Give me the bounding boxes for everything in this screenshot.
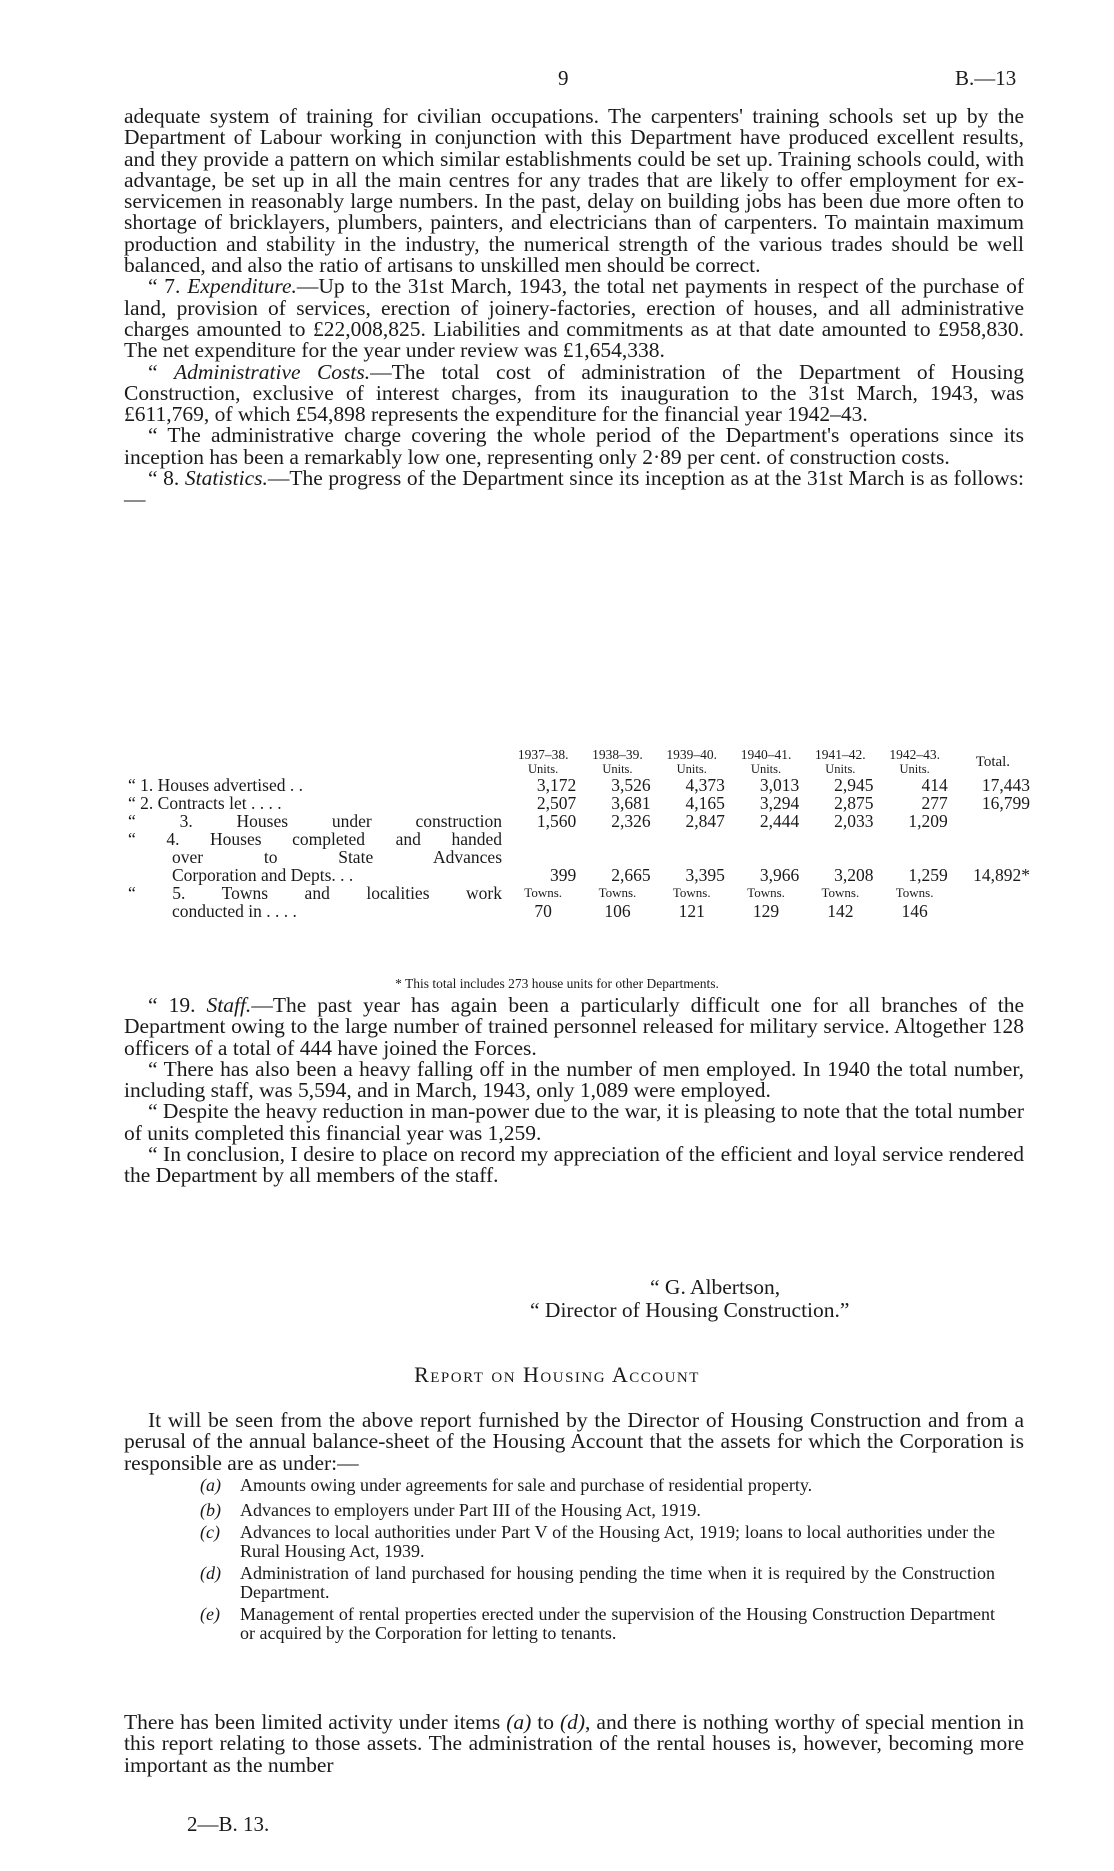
folio-signature: 2—B. 13. — [187, 1812, 270, 1836]
row-label-continued: Corporation and Depts. . . — [172, 865, 354, 885]
table-cell: 2,326 — [611, 811, 651, 831]
paragraph-admin-costs — [124, 359, 1024, 427]
table-cell: 121 — [678, 901, 705, 921]
table-cell: 106 — [604, 901, 631, 921]
table-cell: 3,172 — [536, 775, 577, 795]
table-row — [124, 776, 1034, 794]
towns-label: Towns. — [672, 885, 711, 900]
page-number: 9 — [558, 66, 569, 90]
table-cell-total — [952, 902, 1034, 920]
quote-lead: “ 8. — [148, 466, 185, 491]
table-cell-total: 16,799 — [981, 793, 1030, 813]
table-cell: 4,165 — [685, 793, 725, 813]
table-header-label — [124, 748, 506, 776]
table-footnote: * This total includes 273 house units for other Departments. — [395, 976, 719, 991]
table-row-continued — [124, 866, 1034, 884]
table-cell: 4,373 — [685, 775, 725, 795]
towns-label: Towns. — [821, 885, 860, 900]
column-header-total: Total. — [975, 754, 1011, 770]
table-cell: 1,560 — [536, 811, 577, 831]
paragraph-training: adequate system of training for civilian occupations. The carpenters' training schools set up by the Department of Labour working in conjunction with this Department have produced excellent results, and they provide a pattern on which similar establishments could be set up. Training schools could, with advantage, be set up in all the main centres for any trades that are likely to offer employment for ex-servicemen in reasonably large numbers. In the past, delay on building jobs has been due more often to shortage of bricklayers, plumbers, painters, and electricians than of carpenters. To maintain maximum production and stability in the industry, the numerical strength of the various trades should be well balanced, and also the ratio of artisans to unskilled men should be correct. — [124, 104, 1024, 278]
list-item-text: Advances to employers under Part III of the Housing Act, 1919. — [240, 1499, 701, 1520]
table-cell: 2,507 — [536, 793, 577, 813]
row-label: “ 4. Houses completed and handed — [128, 829, 502, 849]
column-header: 1942–43. Units. — [889, 747, 940, 776]
signature-name: “ G. Albertson, — [650, 1275, 781, 1299]
table-cell-total: 17,443 — [981, 775, 1030, 795]
signature-title: “ Director of Housing Construction.” — [530, 1298, 850, 1322]
table-cell: 2,033 — [834, 811, 874, 831]
closing-text: , and there is nothing worthy of special mention in this report relating to those assets. The administration of the rental houses is, however, becoming more important as the number — [124, 1710, 1025, 1777]
paragraph-admin-charge: “ The administrative charge covering the whole period of the Department's operations since its inception has been a remarkably low one, representing only 2·89 per cent. of construction costs. — [124, 423, 1024, 469]
column-header: 1939–40. Units. — [666, 747, 718, 776]
table-cell: 3,681 — [611, 793, 651, 813]
table-cell: 70 — [534, 901, 552, 921]
column-header: 1940–41. Units. — [740, 747, 792, 776]
paragraph-employment: “ There has also been a heavy falling off in the number of men employed. In 1940 the total number, including staff, was 5,594, and in March, 1943, only 1,089 were employed. — [124, 1056, 1024, 1103]
row-label-continued: conducted in . . . . — [172, 901, 297, 921]
table-row — [124, 884, 1034, 902]
list-item-label: (c) — [200, 1522, 220, 1542]
table-cell: 2,847 — [685, 811, 725, 831]
table-cell: 3,395 — [685, 865, 725, 885]
row-label: “ 5. Towns and localities work — [128, 883, 502, 903]
list-item-label: (b) — [200, 1499, 221, 1520]
list-item-label: (e) — [200, 1604, 220, 1624]
table-cell-total — [952, 812, 1034, 830]
list-item — [200, 1501, 995, 1520]
towns-label: Towns. — [524, 885, 563, 900]
statistics-table — [124, 748, 1034, 920]
list-item-text: Amounts owing under agreements for sale and purchase of residential property. — [240, 1475, 813, 1495]
item-ref: (a) — [506, 1710, 532, 1734]
table-cell: 3,208 — [834, 865, 874, 885]
row-label: “ 2. Contracts let . . . . — [128, 793, 282, 813]
closing-text: There has been limited activity under items — [124, 1710, 507, 1734]
table-cell: 1,209 — [908, 811, 948, 831]
paragraph-conclusion: “ In conclusion, I desire to place on record my appreciation of the efficient and loyal service rendered the Department by all members of the staff. — [124, 1142, 1024, 1188]
main-text — [124, 106, 1024, 511]
list-item — [200, 1605, 995, 1642]
table-cell: 414 — [921, 775, 948, 795]
paragraph-units-completed: “ Despite the heavy reduction in man-power due to the war, it is pleasing to note that the total number of units completed this financial year was 1,259. — [124, 1099, 1024, 1145]
table-cell: 399 — [550, 865, 577, 885]
row-label-continued: over to State Advances — [172, 847, 502, 867]
list-item-label: (d) — [200, 1563, 221, 1583]
document-reference: B.—13 — [955, 66, 1017, 90]
item-ref: (d) — [559, 1710, 586, 1734]
table-cell: 3,013 — [759, 775, 800, 795]
towns-label: Towns. — [598, 885, 637, 900]
table-row-continued — [124, 848, 1034, 866]
asset-list — [200, 1476, 995, 1642]
table-cell: 2,875 — [834, 793, 874, 813]
list-item-label: (a) — [200, 1475, 221, 1495]
report-intro — [124, 1410, 1024, 1474]
table-cell: 1,259 — [908, 865, 948, 885]
table-cell: 3,966 — [759, 865, 800, 885]
paragraph-report-closing — [124, 1712, 1024, 1776]
table-row-continued — [124, 902, 1034, 920]
list-item-text: Management of rental properties erected under the supervision of the Housing Construction Department or acquired by the Corporation for letting to tenants. — [240, 1604, 995, 1643]
table-cell: 3,526 — [611, 775, 651, 795]
table-cell: 3,294 — [759, 793, 800, 813]
table-row — [124, 830, 1034, 848]
table-cell: 142 — [827, 901, 854, 921]
list-item-text: Advances to local authorities under Part V of the Housing Act, 1919; loans to local authorities under the Rural Housing Act, 1939. — [240, 1522, 995, 1561]
paragraph-staff — [124, 995, 1024, 1059]
row-label: “ 3. Houses under construction — [128, 811, 502, 831]
paragraph-statistics — [124, 468, 1024, 511]
list-item — [200, 1476, 995, 1495]
list-item — [200, 1564, 995, 1601]
report-closing — [124, 1712, 1024, 1776]
towns-label: Towns. — [747, 885, 785, 900]
staff-text-body: —The past year has again been a particularly difficult one for all branches of the Department owing to the large number of trained personnel released for military service. Altogether 128 officers of a total of 444 have joined the Forces. — [124, 993, 1024, 1060]
table-row — [124, 812, 1034, 830]
table-cell: 129 — [752, 901, 780, 921]
admin-costs-text: —The total cost of administration of the Department of Housing Construction, exclusive of interest charges, from its inauguration to the 31st March, 1943, was £611,769, of which £54,898 represents the expenditure for the financial year 1942–43. — [124, 359, 1024, 427]
table-cell: 2,945 — [834, 775, 874, 795]
expenditure-text: —Up to the 31st March, 1943, the total net payments in respect of the purchase of land, provision of services, erection of joinery-factories, erection of houses, and all administrative charges amounted to £22,008,825. Liabilities and commitments as at that date amounted to £958,830. The net expenditure for the year under review was £1,654,338. — [124, 274, 1024, 363]
section-heading-staff: Staff. — [206, 993, 252, 1017]
column-header: 1941–42. Units. — [815, 747, 866, 776]
paragraph-report-intro: It will be seen from the above report furnished by the Director of Housing Construction and from a perusal of the annual balance-sheet of the Housing Account that the assets for which the Corporation is responsible are as under:— — [124, 1408, 1024, 1475]
table-cell: 277 — [921, 793, 948, 813]
quote-lead: “ 19. — [148, 993, 207, 1017]
closing-text: to — [531, 1710, 560, 1734]
list-item-text: Administration of land purchased for housing pending the time when it is required by the Construction Department. — [240, 1563, 995, 1602]
table-cell: 2,444 — [759, 811, 800, 831]
table-header-row — [124, 748, 1034, 776]
list-item — [200, 1523, 995, 1560]
section-title: Report on Housing Account — [414, 1362, 700, 1387]
section-heading-statistics: Statistics. — [184, 466, 268, 491]
table-cell: 146 — [901, 901, 928, 921]
row-label: “ 1. Houses advertised . . — [128, 775, 303, 795]
section-heading-expenditure: Expenditure. — [187, 274, 297, 299]
towns-label: Towns. — [895, 885, 934, 900]
table-cell-total: 14,892* — [973, 865, 1030, 885]
section-heading-admin-costs: Administrative Costs. — [173, 359, 371, 384]
table-row — [124, 794, 1034, 812]
quote-lead: “ — [148, 359, 174, 384]
paragraph-expenditure — [124, 276, 1024, 361]
quote-lead: “ 7. — [148, 274, 188, 299]
column-header: 1938–39. Units. — [592, 747, 643, 776]
column-header: 1937–38. Units. — [517, 747, 569, 776]
staff-text — [124, 995, 1024, 1187]
table-cell: 2,665 — [611, 865, 651, 885]
statistics-text: —The progress of the Department since its inception as at the 31st March is as follows:— — [124, 466, 1025, 512]
